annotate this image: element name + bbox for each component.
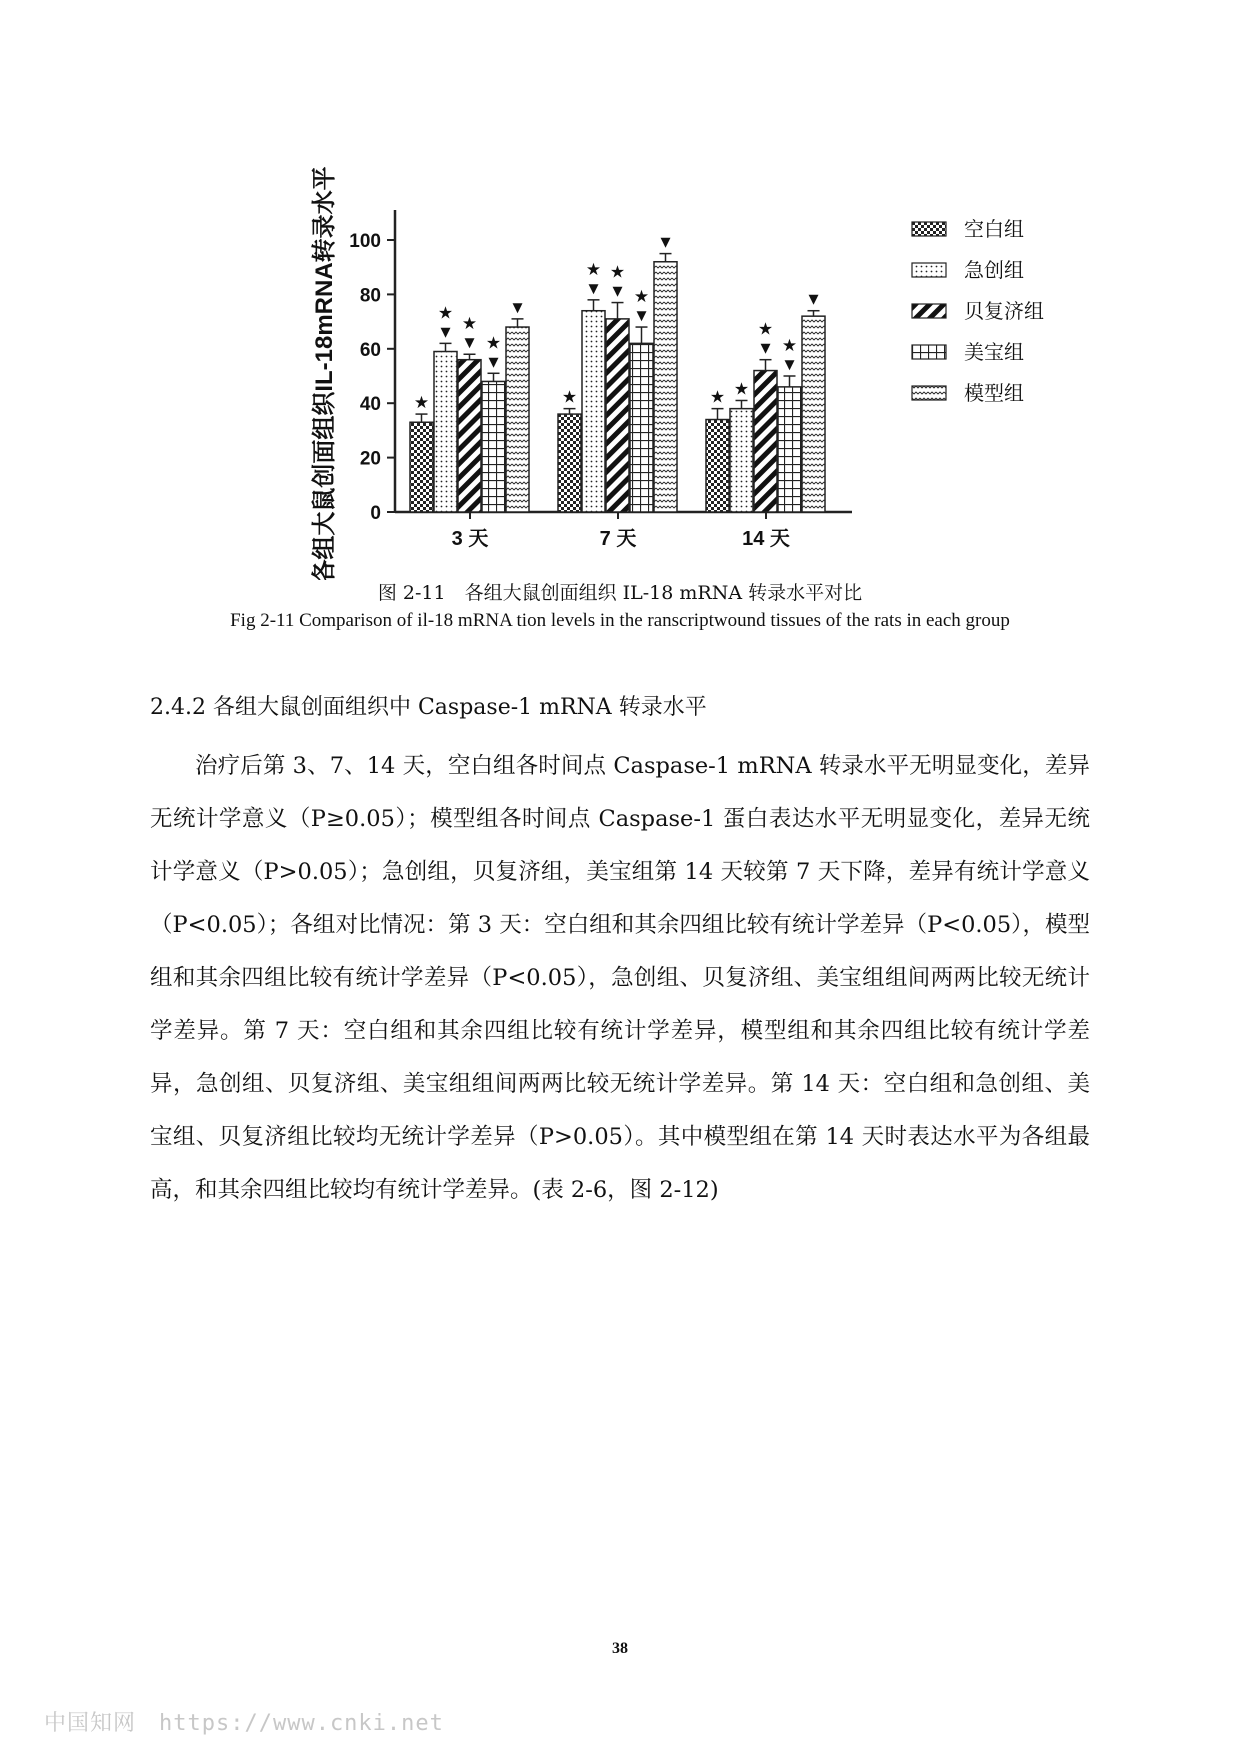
- significance-mark: ★: [633, 287, 650, 307]
- significance-mark: ▼: [509, 297, 526, 317]
- significance-mark: ▼: [757, 338, 774, 358]
- page-number: 38: [612, 1640, 628, 1657]
- legend-swatch: [912, 263, 946, 277]
- bar: [778, 387, 801, 512]
- significance-mark: ★: [757, 319, 774, 339]
- legend-label: 空白组: [964, 219, 1024, 241]
- bar: [730, 409, 753, 512]
- x-tick-label: 3 天: [451, 528, 489, 550]
- y-tick-label: 40: [359, 394, 381, 416]
- legend-swatch: [912, 345, 946, 359]
- y-tick-label: 20: [359, 448, 381, 470]
- legend-label: 美宝组: [964, 342, 1024, 364]
- legend-swatch: [912, 304, 946, 318]
- y-axis-label: 各组大鼠创面组织IL-18mRNA转录水平: [311, 166, 338, 580]
- significance-mark: ★: [609, 262, 626, 282]
- significance-mark: ▼: [633, 306, 650, 326]
- bar: [410, 422, 433, 512]
- y-tick-label: 60: [359, 339, 381, 361]
- significance-mark: ★: [413, 393, 430, 413]
- figure-2-11: [0, 0, 1240, 580]
- bar: [606, 319, 629, 512]
- body-text: [150, 740, 1090, 1217]
- y-tick-label: 100: [349, 231, 381, 252]
- legend-label: 急创组: [964, 260, 1024, 282]
- bar: [434, 352, 457, 512]
- y-tick-label: 80: [359, 285, 381, 307]
- bar: [630, 343, 653, 512]
- significance-mark: ▼: [609, 281, 626, 301]
- significance-mark: ▼: [485, 352, 502, 372]
- significance-mark: ★: [485, 333, 502, 353]
- significance-mark: ▼: [805, 289, 822, 309]
- significance-mark: ★: [733, 379, 750, 399]
- significance-mark: ★: [461, 314, 478, 334]
- bar: [582, 311, 605, 512]
- significance-mark: ▼: [437, 322, 454, 342]
- significance-mark: ▼: [781, 355, 798, 374]
- bar: [482, 381, 505, 512]
- bar-chart: [0, 0, 1240, 580]
- x-tick-label: 7 天: [599, 528, 637, 550]
- significance-mark: ★: [437, 303, 454, 323]
- significance-mark: ★: [561, 387, 578, 407]
- significance-mark: ★: [585, 259, 602, 279]
- x-tick-label: 14 天: [742, 528, 790, 550]
- figure-caption-english: Fig 2-11 Comparison of il-18 mRNA tion levels in the ranscriptwound tissues of the rats in each group: [230, 610, 1010, 631]
- bar: [506, 327, 529, 512]
- legend-swatch: [912, 386, 946, 400]
- legend-label: 模型组: [964, 383, 1024, 405]
- bar: [558, 414, 581, 512]
- legend-label: 贝复济组: [964, 301, 1044, 323]
- significance-mark: ▼: [461, 333, 478, 353]
- y-tick-label: 0: [370, 503, 381, 524]
- significance-mark: ★: [709, 387, 726, 407]
- section-heading: 2.4.2 各组大鼠创面组织中 Caspase-1 mRNA 转录水平: [150, 695, 707, 720]
- cnki-watermark: 中国知网 https://www.cnki.net: [44, 1711, 444, 1736]
- bar: [654, 262, 677, 512]
- bar: [458, 360, 481, 512]
- bar: [754, 371, 777, 512]
- bar: [802, 316, 825, 512]
- legend-swatch: [912, 222, 946, 236]
- body-paragraph: 治疗后第 3、7、14 天，空白组各时间点 Caspase-1 mRNA 转录水平无明显变化，差异无统计学意义（P≥0.05）；模型组各时间点 Caspase-1 蛋白表达水平无明显变化，差异无统计学意义（P>0.05）；急创组，贝复济组，美宝组第 14 天较第 7 天下降，差异有统计学意义（P<0.05）；各组对比情况：第 3 天：空白组和其余四组比较有统计学差异（P<0.05），模型组和其余四组比较有统计学差异（P<0.05），急创组、贝复济组、美宝组组间两两比较无统计学差异。第 7 天：空白组和其余四组比较有统计学差异，模型组和其余四组比较有统计学差异，急创组、贝复济组、美宝组组间两两比较无统计学差异。第 14 天：空白组和急创组、美宝组、贝复济组比较均无统计学差异（P>0.05）。其中模型组在第 14 天时表达水平为各组最高，和其余四组比较均有统计学差异。(表 2-6，图 2-12): [150, 753, 1090, 1203]
- significance-mark: ▼: [585, 278, 602, 298]
- figure-caption-chinese: 图 2-11 各组大鼠创面组织 IL-18 mRNA 转录水平对比: [377, 582, 863, 604]
- significance-mark: ★: [781, 336, 798, 355]
- bar: [706, 420, 729, 512]
- significance-mark: ▼: [657, 232, 674, 252]
